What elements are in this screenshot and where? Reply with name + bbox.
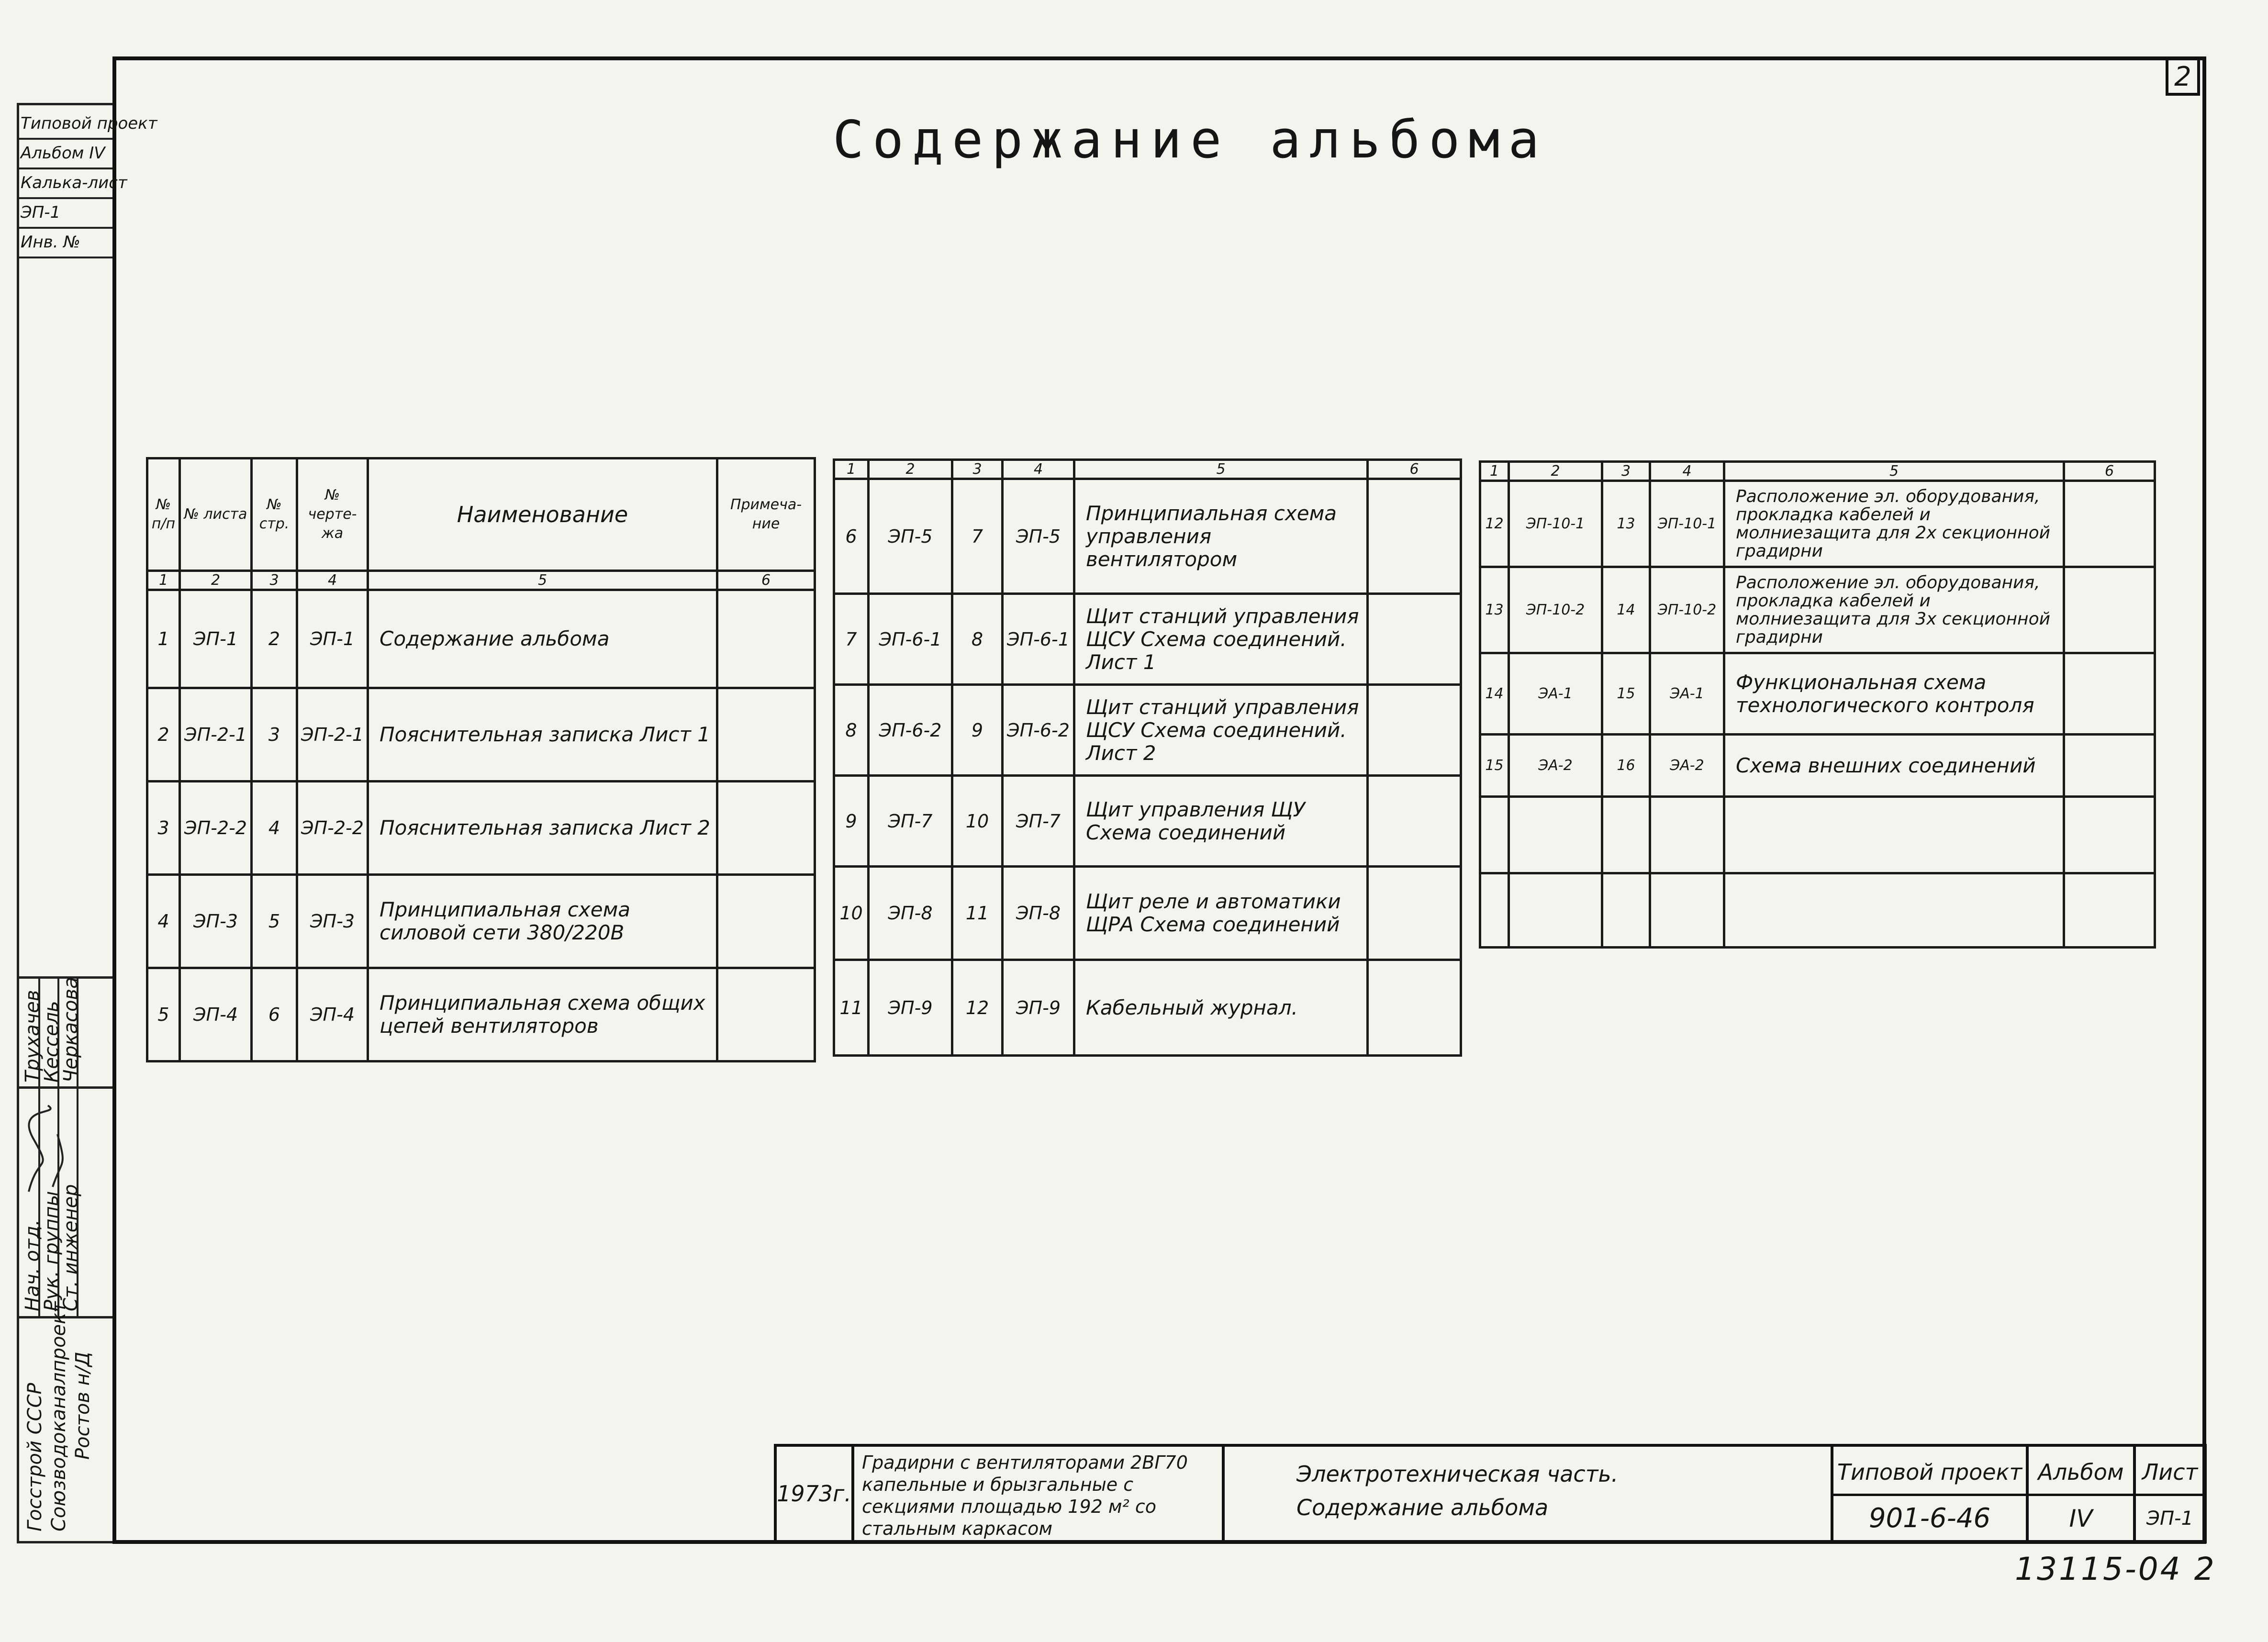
cell-name: Пояснительная записка Лист 2 xyxy=(368,782,717,875)
cell-note xyxy=(1368,960,1461,1056)
column-number-row xyxy=(1480,462,2155,481)
cell-sheet: ЭП-1 xyxy=(180,590,252,688)
stamp-org: Ростов н/Д xyxy=(72,1352,94,1460)
column-number: 2 xyxy=(180,571,252,590)
table-row xyxy=(1480,873,2155,948)
cell-number: 12 xyxy=(1480,481,1509,567)
cell-drawing: ЭП-7 xyxy=(1003,776,1074,867)
column-number: 3 xyxy=(252,571,297,590)
column-number: 1 xyxy=(834,460,869,479)
cell-number: 1 xyxy=(147,590,180,688)
cell-number: 7 xyxy=(834,594,869,685)
cell-page: 8 xyxy=(952,594,1003,685)
stamp-divider xyxy=(17,1086,112,1089)
cell-number: 2 xyxy=(147,688,180,782)
title-block-doc-name: Содержание альбома xyxy=(1296,1495,1549,1520)
cell-page: 11 xyxy=(952,867,1003,960)
cell-name: Щит реле и автоматики ЩРА Схема соединений xyxy=(1074,867,1368,960)
column-number: 6 xyxy=(717,571,815,590)
cell-number: 11 xyxy=(834,960,869,1056)
table-row xyxy=(834,479,1461,594)
cell-number: 13 xyxy=(1480,567,1509,653)
table-row xyxy=(1480,653,2155,735)
cell-name: Щит станций управления ЩСУ Схема соединений. Лист 2 xyxy=(1074,685,1368,776)
cell-number: 9 xyxy=(834,776,869,867)
table-row xyxy=(834,776,1461,867)
cell-note xyxy=(2064,735,2155,797)
cell-name: Расположение эл. оборудования, прокладка кабелей и молниезащита для 3х секционной градирни xyxy=(1724,567,2064,653)
column-number: 6 xyxy=(2064,462,2155,481)
table-row xyxy=(147,875,815,968)
cell-drawing: ЭА-2 xyxy=(1650,735,1724,797)
cell-note xyxy=(1368,776,1461,867)
table-row xyxy=(1480,481,2155,567)
table-row xyxy=(834,960,1461,1056)
cell-sheet: ЭА-1 xyxy=(1509,653,1602,735)
cell-name: Пояснительная записка Лист 1 xyxy=(368,688,717,782)
cell-number: 8 xyxy=(834,685,869,776)
cell-page xyxy=(1602,797,1650,873)
cell-page: 15 xyxy=(1602,653,1650,735)
title-block-year: 1973г. xyxy=(774,1444,854,1543)
cell-note xyxy=(717,590,815,688)
header-cell: № стр. xyxy=(252,458,297,571)
cell-name xyxy=(1724,873,2064,948)
cell-drawing: ЭП-2-2 xyxy=(297,782,368,875)
cell-drawing: ЭП-3 xyxy=(297,875,368,968)
table-row xyxy=(147,968,815,1061)
cell-name: Щит станций управления ЩСУ Схема соединений. Лист 1 xyxy=(1074,594,1368,685)
cell-page: 16 xyxy=(1602,735,1650,797)
title-block-object: Градирни с вентиляторами 2ВГ70 капельные и брызгальные с секциями площадью 192 м² со стальным каркасом xyxy=(851,1444,1225,1543)
stamp-person: Трухачев xyxy=(22,990,44,1083)
cell-page: 2 xyxy=(252,590,297,688)
cell-sheet: ЭП-3 xyxy=(180,875,252,968)
cell-name: Содержание альбома xyxy=(368,590,717,688)
header-cell: Наименование xyxy=(368,458,717,571)
title-block-project-label: Типовой проект xyxy=(1833,1451,2026,1496)
cell-number: 15 xyxy=(1480,735,1509,797)
column-number: 5 xyxy=(368,571,717,590)
column-number-row xyxy=(834,460,1461,479)
table-header-row xyxy=(147,458,815,571)
cell-sheet: ЭП-6-1 xyxy=(869,594,952,685)
table-row xyxy=(1480,567,2155,653)
column-number: 1 xyxy=(1480,462,1509,481)
column-number: 5 xyxy=(1724,462,2064,481)
stamp-person: Кессель xyxy=(41,1001,63,1083)
cell-sheet: ЭП-5 xyxy=(869,479,952,594)
table-row xyxy=(834,594,1461,685)
cell-name: Функциональная схема технологического контроля xyxy=(1724,653,2064,735)
title-block-sheet-value: ЭП-1 xyxy=(2146,1508,2193,1530)
cell-note xyxy=(2064,797,2155,873)
cell-name: Кабельный журнал. xyxy=(1074,960,1368,1056)
column-number: 3 xyxy=(952,460,1003,479)
cell-note xyxy=(1368,479,1461,594)
table-row xyxy=(147,590,815,688)
title-block xyxy=(774,1444,2207,1543)
column-number: 3 xyxy=(1602,462,1650,481)
cell-sheet: ЭП-8 xyxy=(869,867,952,960)
cell-sheet: ЭП-6-2 xyxy=(869,685,952,776)
cell-name: Принципиальная схема управления вентилятором xyxy=(1074,479,1368,594)
cell-drawing: ЭП-4 xyxy=(297,968,368,1061)
cell-drawing xyxy=(1650,797,1724,873)
column-number: 2 xyxy=(1509,462,1602,481)
stamp-org: Союзводоканалпроект xyxy=(48,1301,70,1531)
cell-page: 14 xyxy=(1602,567,1650,653)
cell-page: 5 xyxy=(252,875,297,968)
cell-note xyxy=(1368,594,1461,685)
cell-sheet: ЭП-9 xyxy=(869,960,952,1056)
contents-table-1 xyxy=(146,457,816,1062)
cell-number xyxy=(1480,873,1509,948)
title-block-project-value: 901-6-46 xyxy=(1868,1503,1991,1534)
column-number: 2 xyxy=(869,460,952,479)
cell-page: 10 xyxy=(952,776,1003,867)
cell-number: 3 xyxy=(147,782,180,875)
stamp-person: Черкасова xyxy=(60,977,82,1083)
cell-page: 13 xyxy=(1602,481,1650,567)
cell-name: Принципиальная схема силовой сети 380/220В xyxy=(368,875,717,968)
cell-drawing: ЭП-6-1 xyxy=(1003,594,1074,685)
cell-sheet xyxy=(1509,873,1602,948)
column-number: 4 xyxy=(297,571,368,590)
stamp-role: Нач. отд. xyxy=(22,1219,44,1311)
cell-note xyxy=(717,782,815,875)
cell-page: 6 xyxy=(252,968,297,1061)
cell-drawing: ЭП-2-1 xyxy=(297,688,368,782)
cell-page xyxy=(1602,873,1650,948)
cell-drawing: ЭП-10-1 xyxy=(1650,481,1724,567)
cell-note xyxy=(1368,867,1461,960)
cell-sheet: ЭА-2 xyxy=(1509,735,1602,797)
cell-number xyxy=(1480,797,1509,873)
cell-number: 5 xyxy=(147,968,180,1061)
table-row xyxy=(147,782,815,875)
cell-note xyxy=(717,968,815,1061)
signature-icon xyxy=(19,1096,77,1201)
cell-name: Щит управления ЩУ Схема соединений xyxy=(1074,776,1368,867)
stamp-top-item: Типовой проект xyxy=(17,110,112,140)
cell-drawing: ЭП-8 xyxy=(1003,867,1074,960)
sheet-corner-number: 2 xyxy=(2166,57,2200,96)
table-row xyxy=(1480,797,2155,873)
cell-drawing: ЭП-10-2 xyxy=(1650,567,1724,653)
cell-note xyxy=(1368,685,1461,776)
cell-page: 4 xyxy=(252,782,297,875)
header-cell: Примеча-ние xyxy=(717,458,815,571)
stamp-top-item: ЭП-1 xyxy=(17,199,112,229)
stamp-top-item: Альбом IV xyxy=(17,140,112,169)
cell-sheet: ЭП-10-1 xyxy=(1509,481,1602,567)
cell-note xyxy=(717,875,815,968)
stamp-top-item: Инв. № xyxy=(17,229,112,258)
cell-drawing: ЭП-6-2 xyxy=(1003,685,1074,776)
cell-sheet: ЭП-2-1 xyxy=(180,688,252,782)
cell-name: Схема внешних соединений xyxy=(1724,735,2064,797)
title-block-sheet-label: Лист xyxy=(2136,1451,2204,1496)
cell-note xyxy=(2064,653,2155,735)
stamp-org: Госстрой СССР xyxy=(24,1383,46,1531)
cell-number: 10 xyxy=(834,867,869,960)
table-row xyxy=(834,685,1461,776)
column-number: 5 xyxy=(1074,460,1368,479)
stamp-strip-top xyxy=(17,110,157,258)
cell-note xyxy=(2064,567,2155,653)
header-cell: № п/п xyxy=(147,458,180,571)
cell-drawing xyxy=(1650,873,1724,948)
contents-table-3 xyxy=(1479,460,2156,949)
cell-drawing: ЭП-5 xyxy=(1003,479,1074,594)
title-block-album-label: Альбом xyxy=(2029,1451,2133,1496)
cell-drawing: ЭП-1 xyxy=(297,590,368,688)
column-number: 4 xyxy=(1650,462,1724,481)
column-number: 6 xyxy=(1368,460,1461,479)
table-row xyxy=(147,688,815,782)
stamp-top-item: Калька-лист xyxy=(17,169,112,199)
cell-number: 14 xyxy=(1480,653,1509,735)
cell-sheet xyxy=(1509,797,1602,873)
title-block-section-cell xyxy=(1222,1444,1833,1543)
cell-page: 7 xyxy=(952,479,1003,594)
column-number-row xyxy=(147,571,815,590)
title-block-project-cell xyxy=(1831,1444,2029,1543)
title-block-section: Электротехническая часть. xyxy=(1296,1461,1619,1487)
cell-page: 9 xyxy=(952,685,1003,776)
cell-name: Принципиальная схема общих цепей вентиляторов xyxy=(368,968,717,1061)
page-title: Содержание альбома xyxy=(833,110,1548,170)
cell-drawing: ЭА-1 xyxy=(1650,653,1724,735)
stamp-role: Рук. группы xyxy=(41,1191,63,1311)
title-block-sheet-cell xyxy=(2133,1444,2207,1543)
cell-sheet: ЭП-4 xyxy=(180,968,252,1061)
cell-number: 4 xyxy=(147,875,180,968)
column-number: 4 xyxy=(1003,460,1074,479)
cell-name: Расположение эл. оборудования, прокладка кабелей и молниезащита для 2х секционной градирни xyxy=(1724,481,2064,567)
header-cell: № листа xyxy=(180,458,252,571)
title-block-album-cell xyxy=(2026,1444,2136,1543)
stamp-role: Ст. инженер xyxy=(60,1184,82,1311)
cell-page: 3 xyxy=(252,688,297,782)
cell-note xyxy=(2064,481,2155,567)
archive-number: 13115-04 2 xyxy=(2015,1551,2216,1587)
contents-table-2 xyxy=(833,458,1462,1057)
column-number: 1 xyxy=(147,571,180,590)
cell-sheet: ЭП-2-2 xyxy=(180,782,252,875)
cell-sheet: ЭП-7 xyxy=(869,776,952,867)
cell-note xyxy=(717,688,815,782)
title-block-album-value: IV xyxy=(2069,1505,2093,1532)
header-cell: № черте-жа xyxy=(297,458,368,571)
cell-sheet: ЭП-10-2 xyxy=(1509,567,1602,653)
cell-drawing: ЭП-9 xyxy=(1003,960,1074,1056)
table-row xyxy=(834,867,1461,960)
table-row xyxy=(1480,735,2155,797)
cell-page: 12 xyxy=(952,960,1003,1056)
cell-note xyxy=(2064,873,2155,948)
cell-name xyxy=(1724,797,2064,873)
cell-number: 6 xyxy=(834,479,869,594)
